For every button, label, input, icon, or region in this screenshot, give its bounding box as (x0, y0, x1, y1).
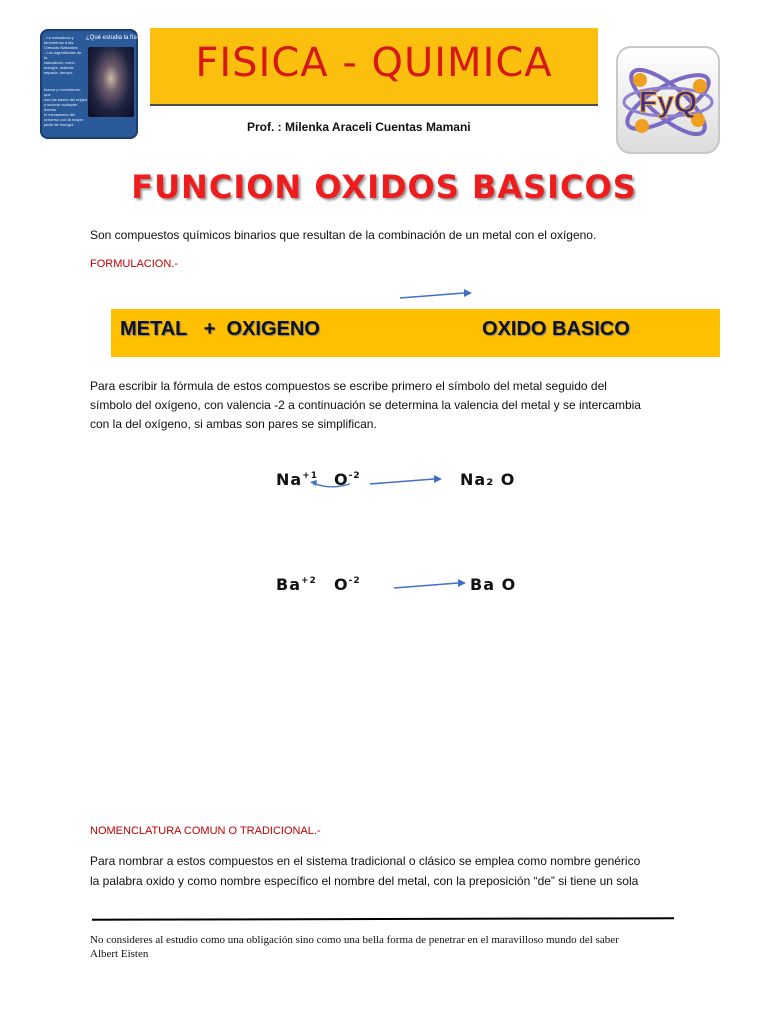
example-1-metal-symbol: Na (276, 470, 303, 489)
formula-reactants: METAL + OXIGENO (120, 318, 320, 340)
example-1-oxygen-valence: -2 (348, 471, 361, 481)
example-2-metal (276, 575, 317, 594)
galaxy-image (88, 47, 134, 117)
example-2-oxygen-valence: -2 (348, 576, 361, 586)
thumbnail-title: ¿Qué estudia la física? (86, 35, 148, 41)
explanation-line-1: Para escribir la fórmula de estos compuestos se escribe primero el símbolo del metal seguido del (90, 379, 607, 393)
nomenclatura-label: NOMENCLATURA COMUN O TRADICIONAL.- (90, 825, 321, 837)
logo-text: FyQ (638, 86, 698, 119)
example-1-product: Na₂ O (460, 470, 516, 489)
nomenclatura-line-1: Para nombrar a estos compuestos en el sistema tradicional o clásico se emplea como nombre genérico (90, 854, 641, 868)
example-2-metal-symbol: Ba (276, 575, 301, 594)
thumbnail-lower-text: fuerza y movimiento, que son las bases del origen y sucede cualquier evento el mecanismo del universo con la mayor parte de energía (44, 87, 88, 127)
example-1-arrow-icon (368, 474, 444, 488)
explanation-line-3: con la del oxígeno, si ambas son pares se simplifican. (90, 417, 377, 431)
professor-name: Prof. : Milenka Araceli Cuentas Mamani (247, 120, 471, 134)
example-2-oxygen (334, 575, 361, 594)
nomenclatura-line-2: la palabra oxido y como nombre específico el nombre del metal, con la preposición “de” si tiene un sola (90, 874, 639, 888)
header-thumbnail-image (40, 29, 148, 139)
example-2-product: Ba O (470, 575, 517, 594)
formula-product: OXIDO BASICO (482, 318, 630, 340)
example-2-metal-valence: +2 (301, 576, 317, 586)
thumbnail-side-text: - La naturaleza y fenómenos a las Ciencias Naturales - Los ingredientes de la naturaleza, como energía, materia, espacio, tiempo, (44, 35, 82, 75)
intro-paragraph: Son compuestos químicos binarios que resultan de la combinación de un metal con el oxígeno. (90, 228, 597, 242)
example-2-arrow-icon (392, 578, 468, 592)
page-title: FISICA - QUIMICA (195, 40, 553, 86)
fyq-logo (614, 44, 722, 156)
formulacion-label: FORMULACION.- (90, 258, 178, 270)
formula-arrow-icon (398, 288, 474, 302)
example-1-oxygen-symbol: O (334, 470, 349, 489)
footer-quote: No consideres al estudio como una obligación sino como una bella forma de penetrar en el maravilloso mundo del saber (90, 934, 619, 946)
explanation-line-2: símbolo del oxígeno, con valencia -2 a continuación se determina la valencia del metal y se intercambia (90, 398, 641, 412)
footer-author: Albert Eisten (90, 948, 149, 960)
valence-swap-arrow-icon (306, 474, 356, 492)
example-1-metal-valence: +1 (302, 471, 318, 481)
example-2-oxygen-symbol: O (334, 575, 349, 594)
footer-divider (92, 917, 674, 921)
main-heading: FUNCION OXIDOS BASICOS (131, 168, 637, 206)
